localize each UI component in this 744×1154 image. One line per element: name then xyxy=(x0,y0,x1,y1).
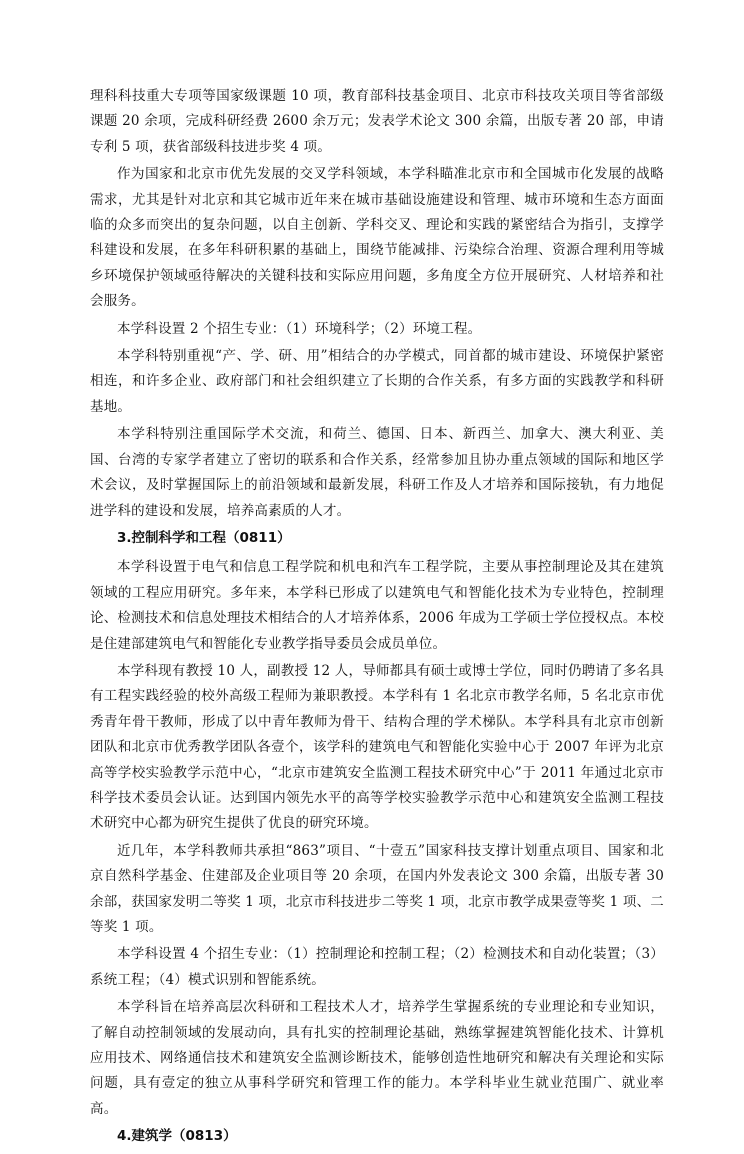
paragraph-control-projects: 近几年，本学科教师共承担“863”项目、“十壹五”国家科技支撑计划重点项目、国家和北京自然科学基金、住建部及企业项目等 20 余项，在国内外发表论文 300 余篇，出版专著 30 余部，获国家发明二等奖 1 项，北京市科技进步二等奖 1 项，北京市教学成果壹等奖 1 项、二等奖 1 项。 xyxy=(90,842,664,935)
paragraph-international-exchange: 本学科特别注重国际学术交流，和荷兰、德国、日本、新西兰、加拿大、澳大利亚、美国、台湾的专家学者建立了密切的联系和合作关系，经常参加且协办重点领域的国际和地区学术会议，及时掌握国际上的前沿领域和最新发展，科研工作及人才培养和国际接轨，有力地促进学科的建设和发展，培养高素质的人才。 xyxy=(90,426,664,519)
paragraph-industry-cooperation: 本学科特别重视“产、学、研、用”相结合的办学模式，同首都的城市建设、环境保护紧密相连，和许多企业、政府部门和社会组织建立了长期的合作关系，有多方面的实践教学和科研基地。 xyxy=(90,348,664,415)
section-heading-architecture: 4.建筑学（0813） xyxy=(117,1128,237,1145)
document-page xyxy=(90,84,664,1154)
paragraph-control-intro: 本学科设置于电气和信息工程学院和机电和汽车工程学院，主要从事控制理论及其在建筑领域的工程应用研究。多年来，本学科已形成了以建筑电气和智能化技术为专业特色，控制理论、检测技术和信息处理技术相结合的人才培养体系，2006 年成为工学硕士学位授权点。本校是住建部建筑电气和智能化专业教学指导委员会成员单位。 xyxy=(90,559,664,652)
paragraph-control-goals: 本学科旨在培养高层次科研和工程技术人才，培养学生掌握系统的专业理论和专业知识，了解自动控制领域的发展动向，具有扎实的控制理论基础，熟练掌握建筑智能化技术、计算机应用技术、网络通信技术和建筑安全监测诊断技术，能够创造性地研究和解决有关理论和实际问题，具有壹定的独立从事科学研究和管理工作的能力。本学科毕业生就业范围广、就业率高。 xyxy=(90,999,664,1117)
paragraph-env-majors: 本学科设置 2 个招生专业：（1）环境科学；（2）环境工程。 xyxy=(117,320,482,337)
paragraph-discipline-strategy: 作为国家和北京市优先发展的交叉学科领域，本学科瞄准北京市和全国城市化发展的战略需求，尤其是针对北京和其它城市近年来在城市基础设施建设和管理、城市环境和生态方面面临的众多而突出的复杂问题，以自主创新、学科交叉、理论和实践的紧密结合为指引，支撑学科建设和发展，在多年科研积累的基础上，围绕节能减排、污染综合治理、资源合理利用等城乡环境保护领域亟待解决的关键科技和实际应用问题，多角度全方位开展研究、人材培养和社会服务。 xyxy=(90,166,664,310)
paragraph-control-faculty: 本学科现有教授 10 人，副教授 12 人，导师都具有硕士或博士学位，同时仍聘请了多名具有工程实践经验的校外高级工程师为兼职教授。本学科有 1 名北京市教学名师，5 名北京市优秀青年骨干教师，形成了以中青年教师为骨干、结构合理的学术梯队。本学科具有北京市创新团队和北京市优秀教学团队各壹个，该学科的建筑电气和智能化实验中心于 2007 年评为北京高等学校实验教学示范中心，“北京市建筑安全监测工程技术研究中心”于 2011 年通过北京市科学技术委员会认证。达到国内领先水平的高等学校实验教学示范中心和建筑安全监测工程技术研究中心都为研究生提供了优良的研究环境。 xyxy=(90,662,664,832)
section-heading-control-science: 3.控制科学和工程（0811） xyxy=(117,529,291,546)
paragraph-research-achievements: 理科科技重大专项等国家级课题 10 项，教育部科技基金项目、北京市科技攻关项目等省部级课题 20 余项，完成科研经费 2600 余万元；发表学术论文 300 余篇，出版专著 20 部，申请专利 5 项，获省部级科技进步奖 4 项。 xyxy=(90,88,664,155)
paragraph-control-majors: 本学科设置 4 个招生专业：（1）控制理论和控制工程；（2）检测技术和自动化装置；（3）系统工程；（4）模式识别和智能系统。 xyxy=(90,946,664,988)
